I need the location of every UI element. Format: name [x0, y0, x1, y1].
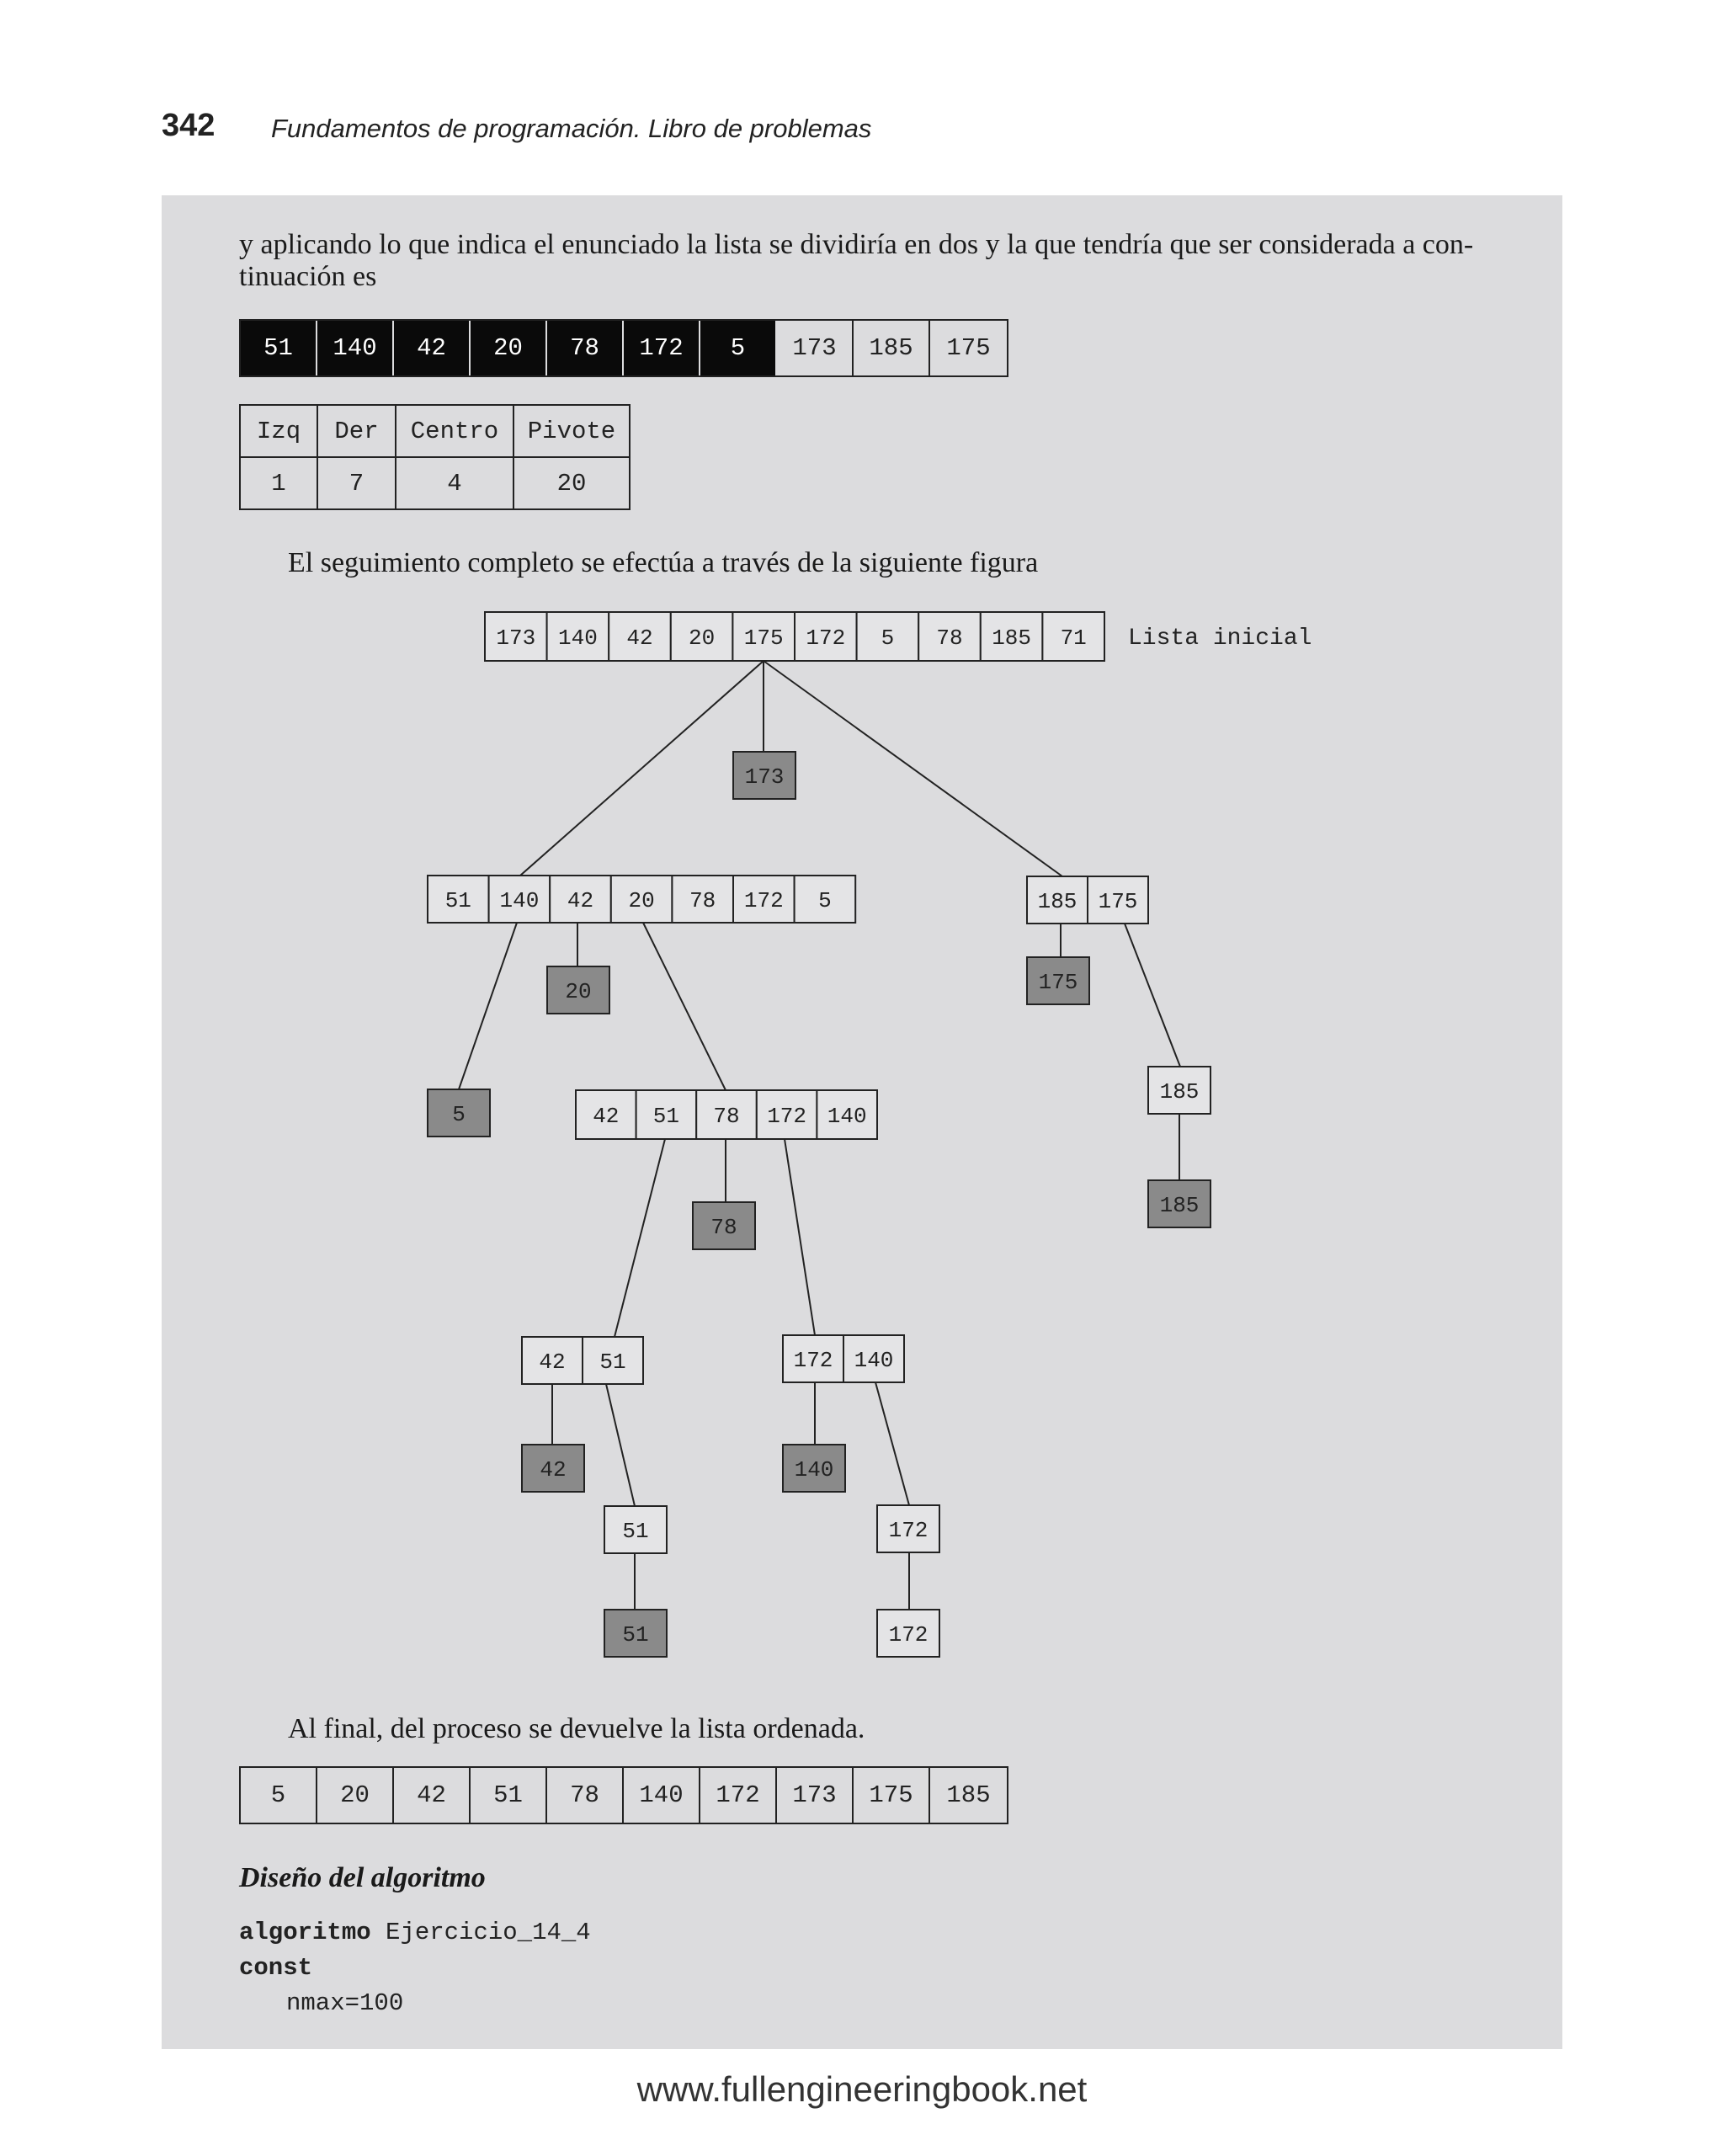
node-value: 42	[540, 1457, 567, 1483]
list-node-right1	[1027, 876, 1148, 924]
design-title: Diseño del algoritmo	[239, 1862, 486, 1893]
node-value: 172	[793, 1348, 833, 1373]
list-node-n172	[877, 1505, 939, 1552]
value-pivote: 20	[513, 457, 630, 509]
keyword-algoritmo: algoritmo	[239, 1919, 371, 1946]
tree-edge	[606, 1384, 635, 1506]
node-value: 185	[1159, 1193, 1200, 1218]
node-value: 51	[444, 888, 471, 913]
tree-edge	[615, 1139, 665, 1337]
value-der: 7	[317, 457, 396, 509]
tree-edge	[785, 1139, 815, 1335]
node-value: 172	[888, 1622, 929, 1648]
node-value: 51	[622, 1622, 649, 1648]
list-node-n51	[604, 1506, 667, 1553]
node-value: 20	[628, 888, 655, 913]
sorted-list-cell: 175	[854, 1768, 930, 1823]
header-centro: Centro	[396, 405, 513, 457]
page-number: 342	[162, 108, 216, 143]
split-list-cell: 20	[471, 321, 547, 375]
tree-edge	[520, 661, 764, 876]
node-value: 20	[688, 626, 716, 651]
list-node-b172140	[783, 1335, 904, 1382]
value-izq: 1	[240, 457, 317, 509]
header-pivote: Pivote	[513, 405, 630, 457]
pivot-node-p42	[522, 1445, 584, 1492]
list-node-a4251	[522, 1337, 643, 1384]
node-value: 51	[622, 1519, 649, 1544]
pivot-node-p175	[1027, 957, 1089, 1004]
sorted-list-cell: 78	[547, 1768, 624, 1823]
node-value: 5	[818, 888, 832, 913]
keyword-const: const	[239, 1954, 313, 1982]
node-value: 173	[744, 764, 785, 790]
node-value: 175	[1038, 970, 1078, 995]
list-node-p172	[877, 1610, 939, 1657]
sorted-list-cell: 140	[624, 1768, 700, 1823]
node-value: 140	[499, 888, 540, 913]
node-value: 172	[806, 626, 846, 651]
node-value: 185	[1159, 1079, 1200, 1105]
code-line-1	[239, 1915, 591, 1951]
split-list-cell: 172	[624, 321, 700, 375]
node-value: 42	[539, 1349, 566, 1375]
book-title: Fundamentos de programación. Libro de problemas	[271, 114, 872, 143]
node-value: 172	[743, 888, 784, 913]
tree-edge	[643, 923, 726, 1090]
node-value: 172	[888, 1518, 929, 1543]
pivot-node-p20	[547, 966, 609, 1014]
node-value: 42	[626, 626, 653, 651]
sorted-list-cell: 5	[241, 1768, 317, 1823]
trace-text: El seguimiento completo se efectúa a través de la siguiente figura	[288, 547, 1039, 578]
tree-edge	[764, 661, 1062, 876]
intro-line-1: y aplicando lo que indica el enunciado la lista se dividiría en dos y la que tendría que ser considerada a con-	[239, 229, 1474, 260]
node-value: 185	[992, 626, 1032, 651]
split-list-cell: 78	[547, 321, 624, 375]
value-centro: 4	[396, 457, 513, 509]
node-value: 78	[936, 626, 963, 651]
initial-list-label: Lista inicial	[1128, 626, 1312, 652]
node-value: 185	[1037, 889, 1078, 914]
code-line-3: nmax=100	[286, 1989, 404, 2017]
pivot-node-p51	[604, 1610, 667, 1657]
sorted-list-cell: 20	[317, 1768, 394, 1823]
node-value: 42	[593, 1104, 620, 1129]
header-der: Der	[317, 405, 396, 457]
node-value: 51	[652, 1104, 680, 1129]
split-list-cell: 42	[394, 321, 471, 375]
node-value: 71	[1060, 626, 1087, 651]
pivot-node-p140	[783, 1445, 845, 1492]
node-value: 140	[557, 626, 598, 651]
node-value: 78	[689, 888, 716, 913]
node-value: 172	[767, 1104, 807, 1129]
sorted-list-cell: 185	[930, 1768, 1007, 1823]
pivot-node-p173	[733, 752, 795, 799]
node-value: 20	[565, 979, 592, 1004]
pivot-node-p78	[693, 1202, 755, 1249]
tree-edge	[459, 923, 517, 1089]
list-node-root	[485, 612, 1104, 661]
node-value: 5	[452, 1102, 466, 1127]
tree-edge	[875, 1382, 909, 1505]
node-value: 175	[743, 626, 784, 651]
node-value: 175	[1098, 889, 1138, 914]
pivot-node-p185	[1148, 1180, 1211, 1227]
node-value: 173	[496, 626, 536, 651]
node-value: 140	[854, 1348, 894, 1373]
pivot-node-n5	[428, 1089, 490, 1137]
split-list-cell: 173	[777, 321, 854, 375]
node-value: 78	[710, 1215, 737, 1240]
tree-edge	[1125, 924, 1180, 1067]
list-node-n185	[1148, 1067, 1211, 1114]
split-list-cell: 140	[317, 321, 394, 375]
code-line-2	[239, 1951, 312, 1986]
intro-line-2: tinuación es	[239, 261, 377, 292]
split-list-cell: 185	[854, 321, 930, 375]
algorithm-name: Ejercicio_14_4	[386, 1919, 591, 1946]
node-value: 42	[567, 888, 594, 913]
final-text: Al final, del proceso se devuelve la lista ordenada.	[288, 1713, 865, 1744]
sorted-list-cell: 51	[471, 1768, 547, 1823]
node-value: 140	[794, 1457, 834, 1483]
footer-url: www.fullengineeringbook.net	[636, 2069, 1088, 2109]
sorted-list	[239, 1766, 1008, 1824]
node-value: 140	[827, 1104, 867, 1129]
split-list-cell: 51	[241, 321, 317, 375]
split-list-cell: 5	[700, 321, 777, 375]
list-node-mid	[576, 1090, 877, 1139]
node-value: 51	[599, 1349, 626, 1375]
header-izq: Izq	[240, 405, 317, 457]
sorted-list-cell: 173	[777, 1768, 854, 1823]
node-value: 78	[713, 1104, 740, 1129]
sorted-list-cell: 172	[700, 1768, 777, 1823]
split-list-cell: 175	[930, 321, 1007, 375]
sorted-list-cell: 42	[394, 1768, 471, 1823]
list-node-left1	[428, 876, 855, 923]
node-value: 5	[881, 626, 895, 651]
